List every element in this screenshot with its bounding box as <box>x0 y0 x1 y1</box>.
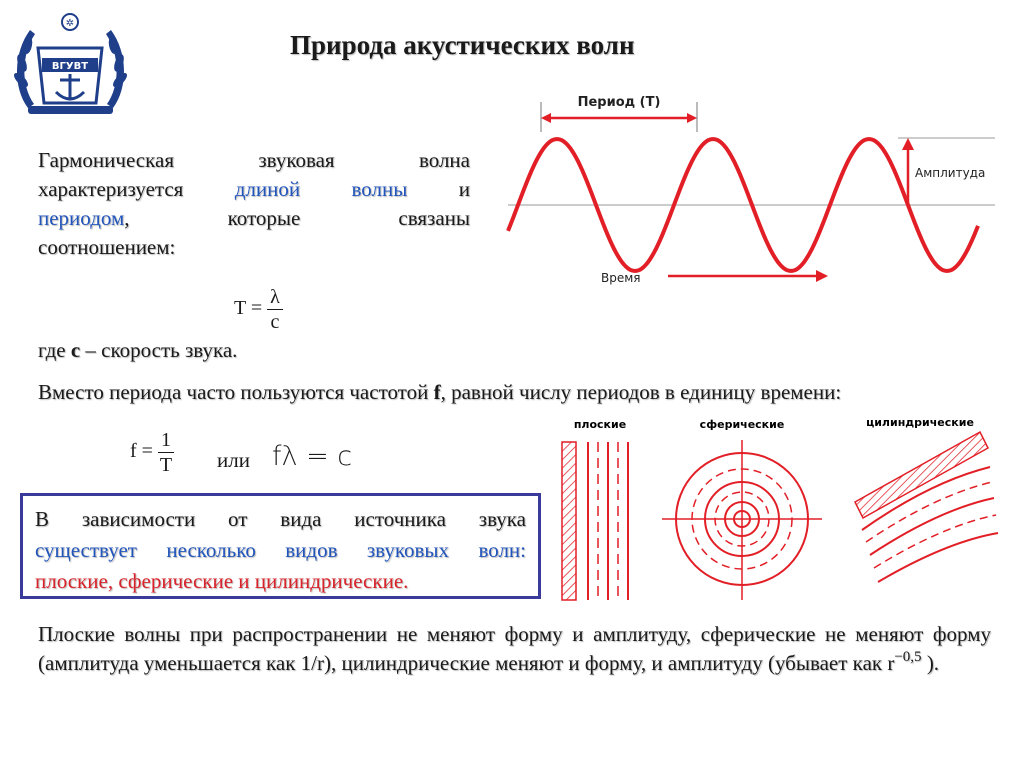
formula-wavelength-speed: fλ = c <box>272 441 353 472</box>
cylindrical-label: цилиндрические <box>866 416 974 429</box>
period-label: Период (T) <box>577 95 661 110</box>
formula-period-fraction <box>267 287 283 332</box>
formula-period-numerator: λ <box>267 287 283 310</box>
time-label: Время <box>601 271 641 285</box>
amplitude-label: Амплитуда <box>915 166 986 180</box>
spherical-label: сферические <box>699 418 785 431</box>
university-logo <box>8 8 133 130</box>
formula-period <box>234 287 283 332</box>
formula-frequency-lhs: f = <box>130 440 153 463</box>
spherical-wave-figure <box>662 440 822 600</box>
speed-definition-text: – скорость звука. <box>80 338 238 362</box>
final-text-end: ). <box>921 651 940 675</box>
intro-line-2 <box>38 175 470 204</box>
box-line-2: существует несколько видов звуковых волн: <box>35 538 526 562</box>
period-arrowhead-right <box>687 113 697 123</box>
period-arrowhead-left <box>541 113 551 123</box>
decay-exponent: −0,5 <box>894 649 922 665</box>
wave-diagram <box>498 80 998 295</box>
speed-definition-pre: где <box>38 338 71 362</box>
decay-expression <box>887 651 921 675</box>
wave-types-box <box>20 493 541 599</box>
formula-frequency <box>130 430 174 475</box>
page-title: Природа акустических волн <box>290 30 635 60</box>
amplitude-arrowhead <box>902 138 914 150</box>
intro-line-1: Гармоническая звуковая волна <box>38 148 470 172</box>
frequency-text-post: , равной числу периодов в единицу времени: <box>440 380 842 404</box>
period-term: периодом <box>38 206 125 230</box>
cylindrical-wave-figure <box>855 432 998 582</box>
formula-frequency-numerator: 1 <box>158 430 174 453</box>
intro-line-3 <box>38 204 470 233</box>
formula-period-lhs: T = <box>234 297 263 320</box>
logo-text: ВГУВТ <box>51 61 89 72</box>
speed-symbol: с <box>70 338 81 362</box>
intro-paragraph <box>38 146 470 262</box>
final-paragraph <box>38 620 991 681</box>
formula-frequency-denominator: T <box>159 454 173 476</box>
intro-line-2-text: характеризуется <box>38 177 235 201</box>
plane-wave-figure <box>562 442 628 600</box>
time-arrowhead <box>816 270 828 282</box>
box-line-1: В зависимости от вида источника звука <box>35 507 526 531</box>
frequency-paragraph <box>38 378 991 407</box>
box-line-3: плоские, сферические и цилиндрические. <box>35 569 409 593</box>
speed-definition <box>38 338 237 363</box>
intro-line-4: соотношением: <box>38 235 176 259</box>
wave-types-diagram <box>550 412 1000 607</box>
frequency-symbol: f <box>433 380 441 404</box>
intro-line-2-end: и <box>407 177 470 201</box>
formula-frequency-fraction <box>158 430 174 475</box>
decay-base: r <box>887 651 895 675</box>
svg-text:✲: ✲ <box>65 18 75 29</box>
formula-period-denominator: c <box>270 311 280 333</box>
intro-line-3-text: , которые связаны <box>124 206 470 230</box>
wave-types-box-text <box>35 504 526 597</box>
wavelength-term: длиной волны <box>234 177 408 201</box>
frequency-text-pre: Вместо периода часто пользуются частотой <box>38 380 434 404</box>
plane-label: плоские <box>573 418 627 431</box>
final-text-main: Плоские волны при распространении не меняют форму и амплитуду, сферические не меняют форму (амплитуда уменьшается как 1/r), цилиндрические меняют и форму, и амплитуду (убывает как <box>38 622 991 675</box>
or-word: или <box>217 448 250 472</box>
